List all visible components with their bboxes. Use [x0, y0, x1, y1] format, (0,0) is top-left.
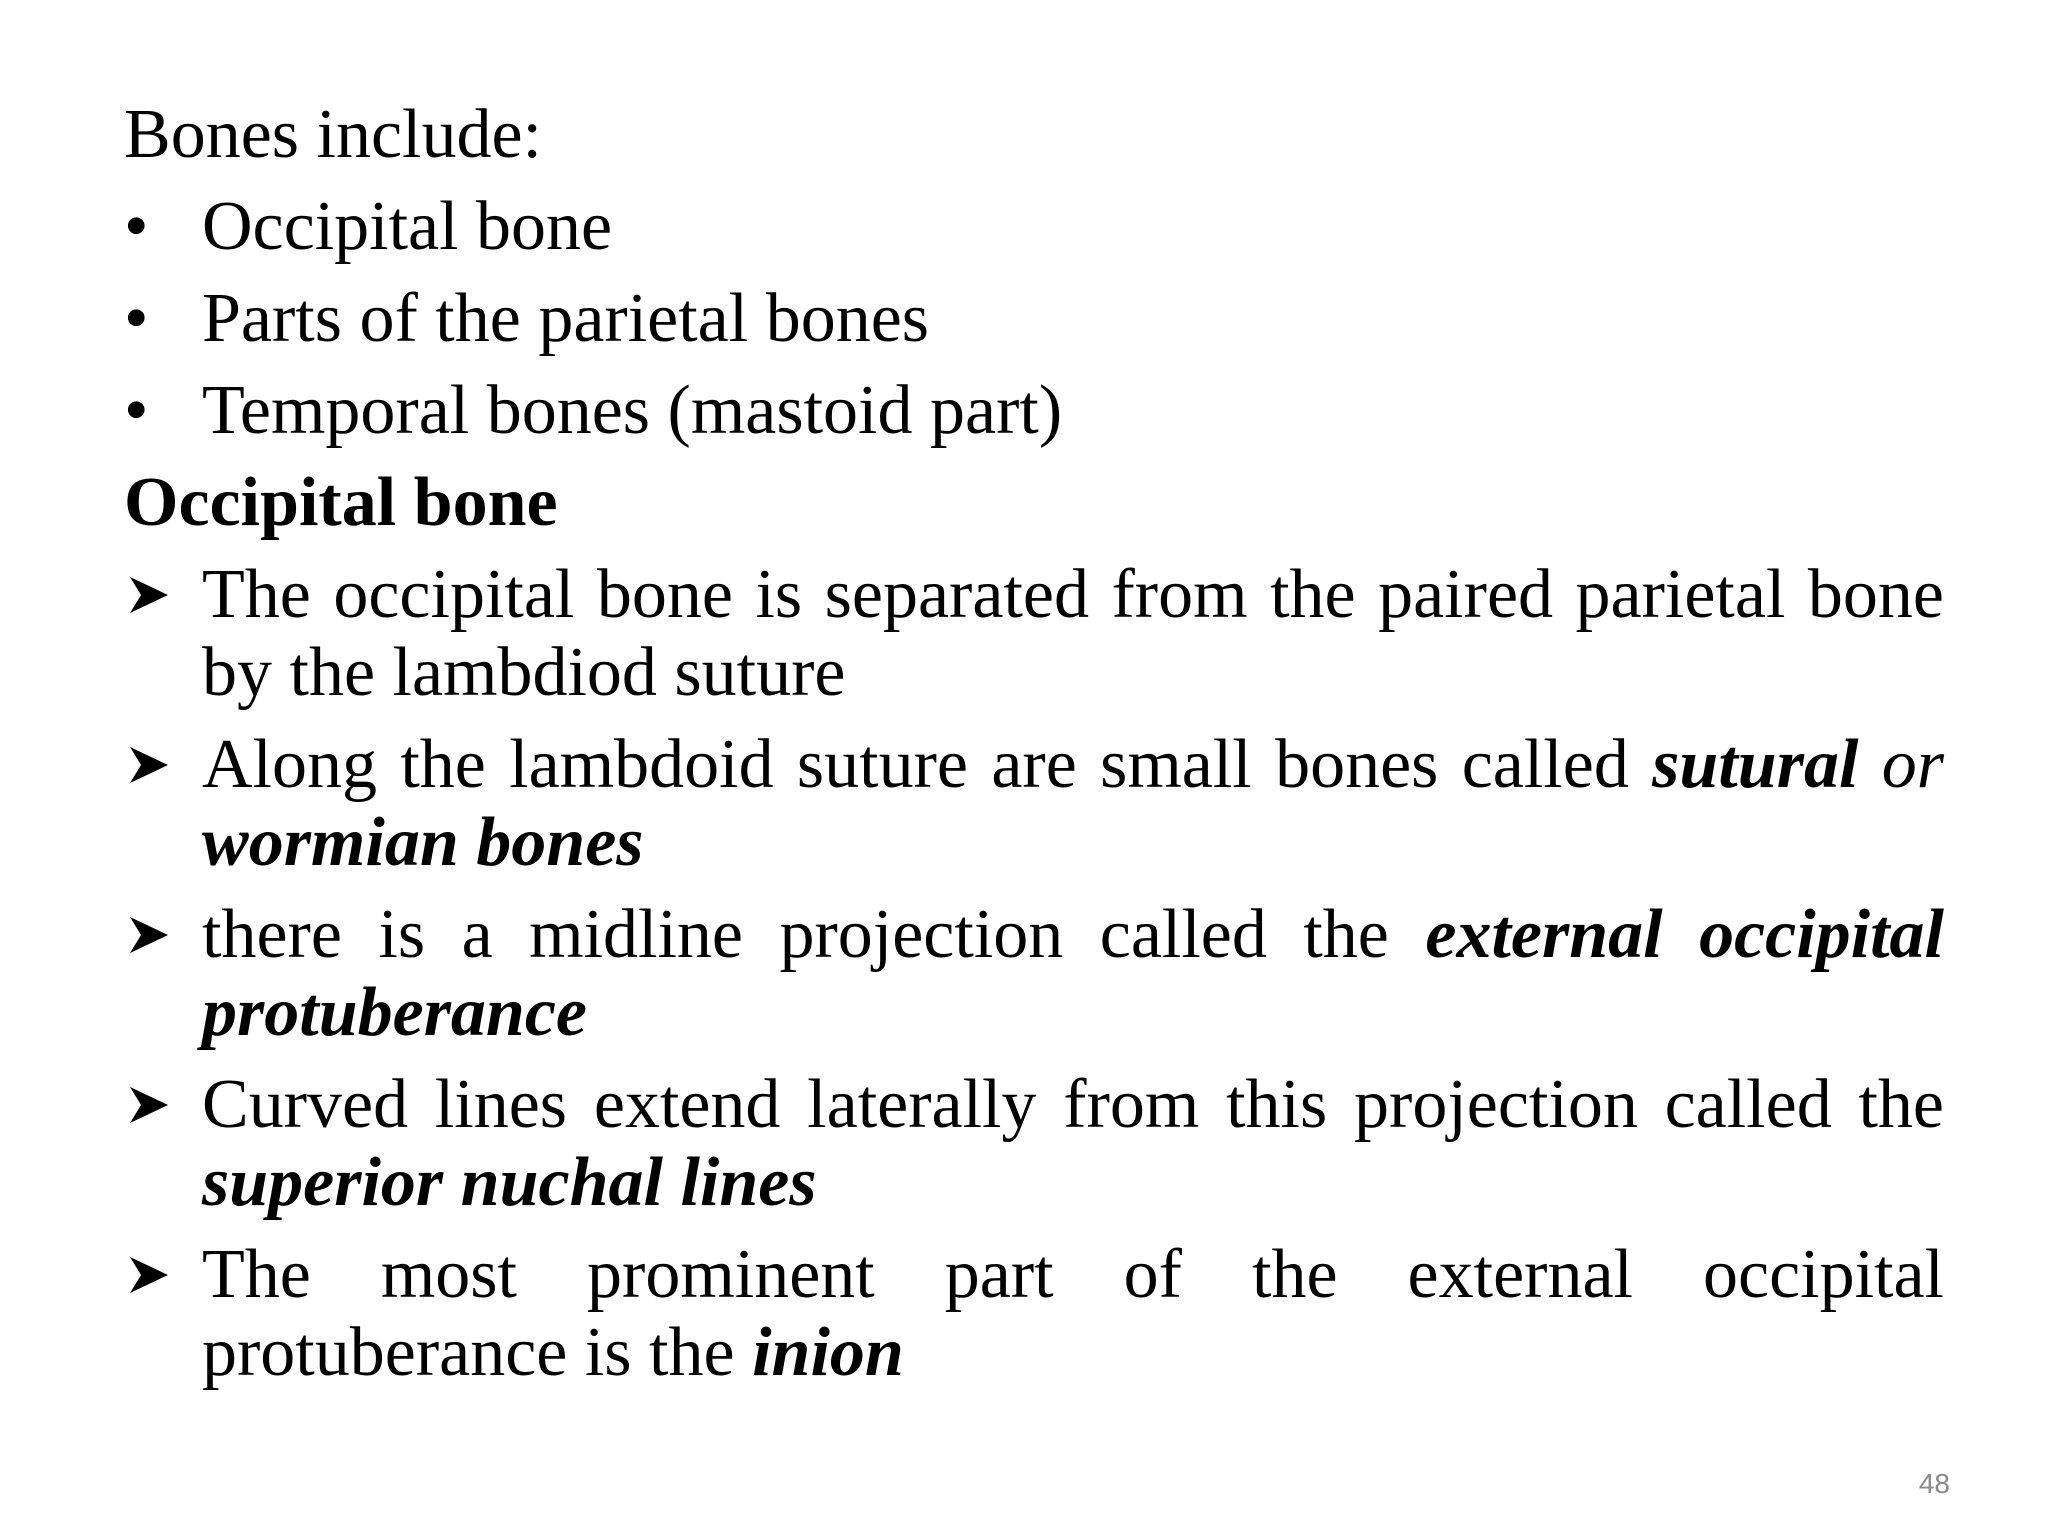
connector-word: or	[1858, 726, 1944, 803]
slide-content	[124, 96, 1944, 1406]
arrow-bullet-icon	[124, 896, 184, 974]
point-text: The occipital bone is separated from the paired parietal bone by the lambdiod suture	[202, 556, 1944, 711]
list-item	[124, 280, 1944, 358]
key-term: wormian bones	[202, 804, 644, 881]
list-item-text: Occipital bone	[202, 188, 613, 265]
list-item-text: Parts of the parietal bones	[202, 280, 930, 357]
key-term: sutural	[1652, 726, 1859, 803]
list-item	[124, 726, 1944, 882]
occipital-points-list	[124, 556, 1944, 1392]
list-item	[124, 188, 1944, 266]
page-number: 48	[1918, 1468, 1950, 1499]
arrow-bullet-icon	[124, 726, 184, 804]
bullet-dot-icon: •	[124, 280, 149, 357]
bullet-dot-icon: •	[124, 188, 149, 265]
point-text: Along the lambdoid suture are small bones called	[202, 726, 1653, 803]
key-term: superior nuchal lines	[202, 1144, 817, 1221]
point-text: The most prominent part of the external occipital protuberance is the	[202, 1236, 1944, 1391]
arrow-bullet-icon	[124, 1236, 184, 1314]
list-item	[124, 372, 1944, 450]
list-item	[124, 896, 1944, 1052]
list-item	[124, 556, 1944, 712]
point-text: there is a midline projection called the	[202, 896, 1426, 973]
arrow-bullet-icon	[124, 556, 184, 634]
intro-text: Bones include:	[124, 96, 542, 173]
key-term: inion	[752, 1314, 904, 1391]
list-item	[124, 1236, 1944, 1392]
arrow-bullet-icon	[124, 1066, 184, 1144]
section-heading: Occipital bone	[124, 464, 558, 541]
bullet-dot-icon: •	[124, 372, 149, 449]
point-text: Curved lines extend laterally from this projection called the	[202, 1066, 1944, 1143]
list-item-text: Temporal bones (mastoid part)	[202, 372, 1063, 449]
list-item	[124, 1066, 1944, 1222]
bones-list	[124, 188, 1944, 450]
key-term: external occipital protuberance	[202, 896, 1945, 1051]
